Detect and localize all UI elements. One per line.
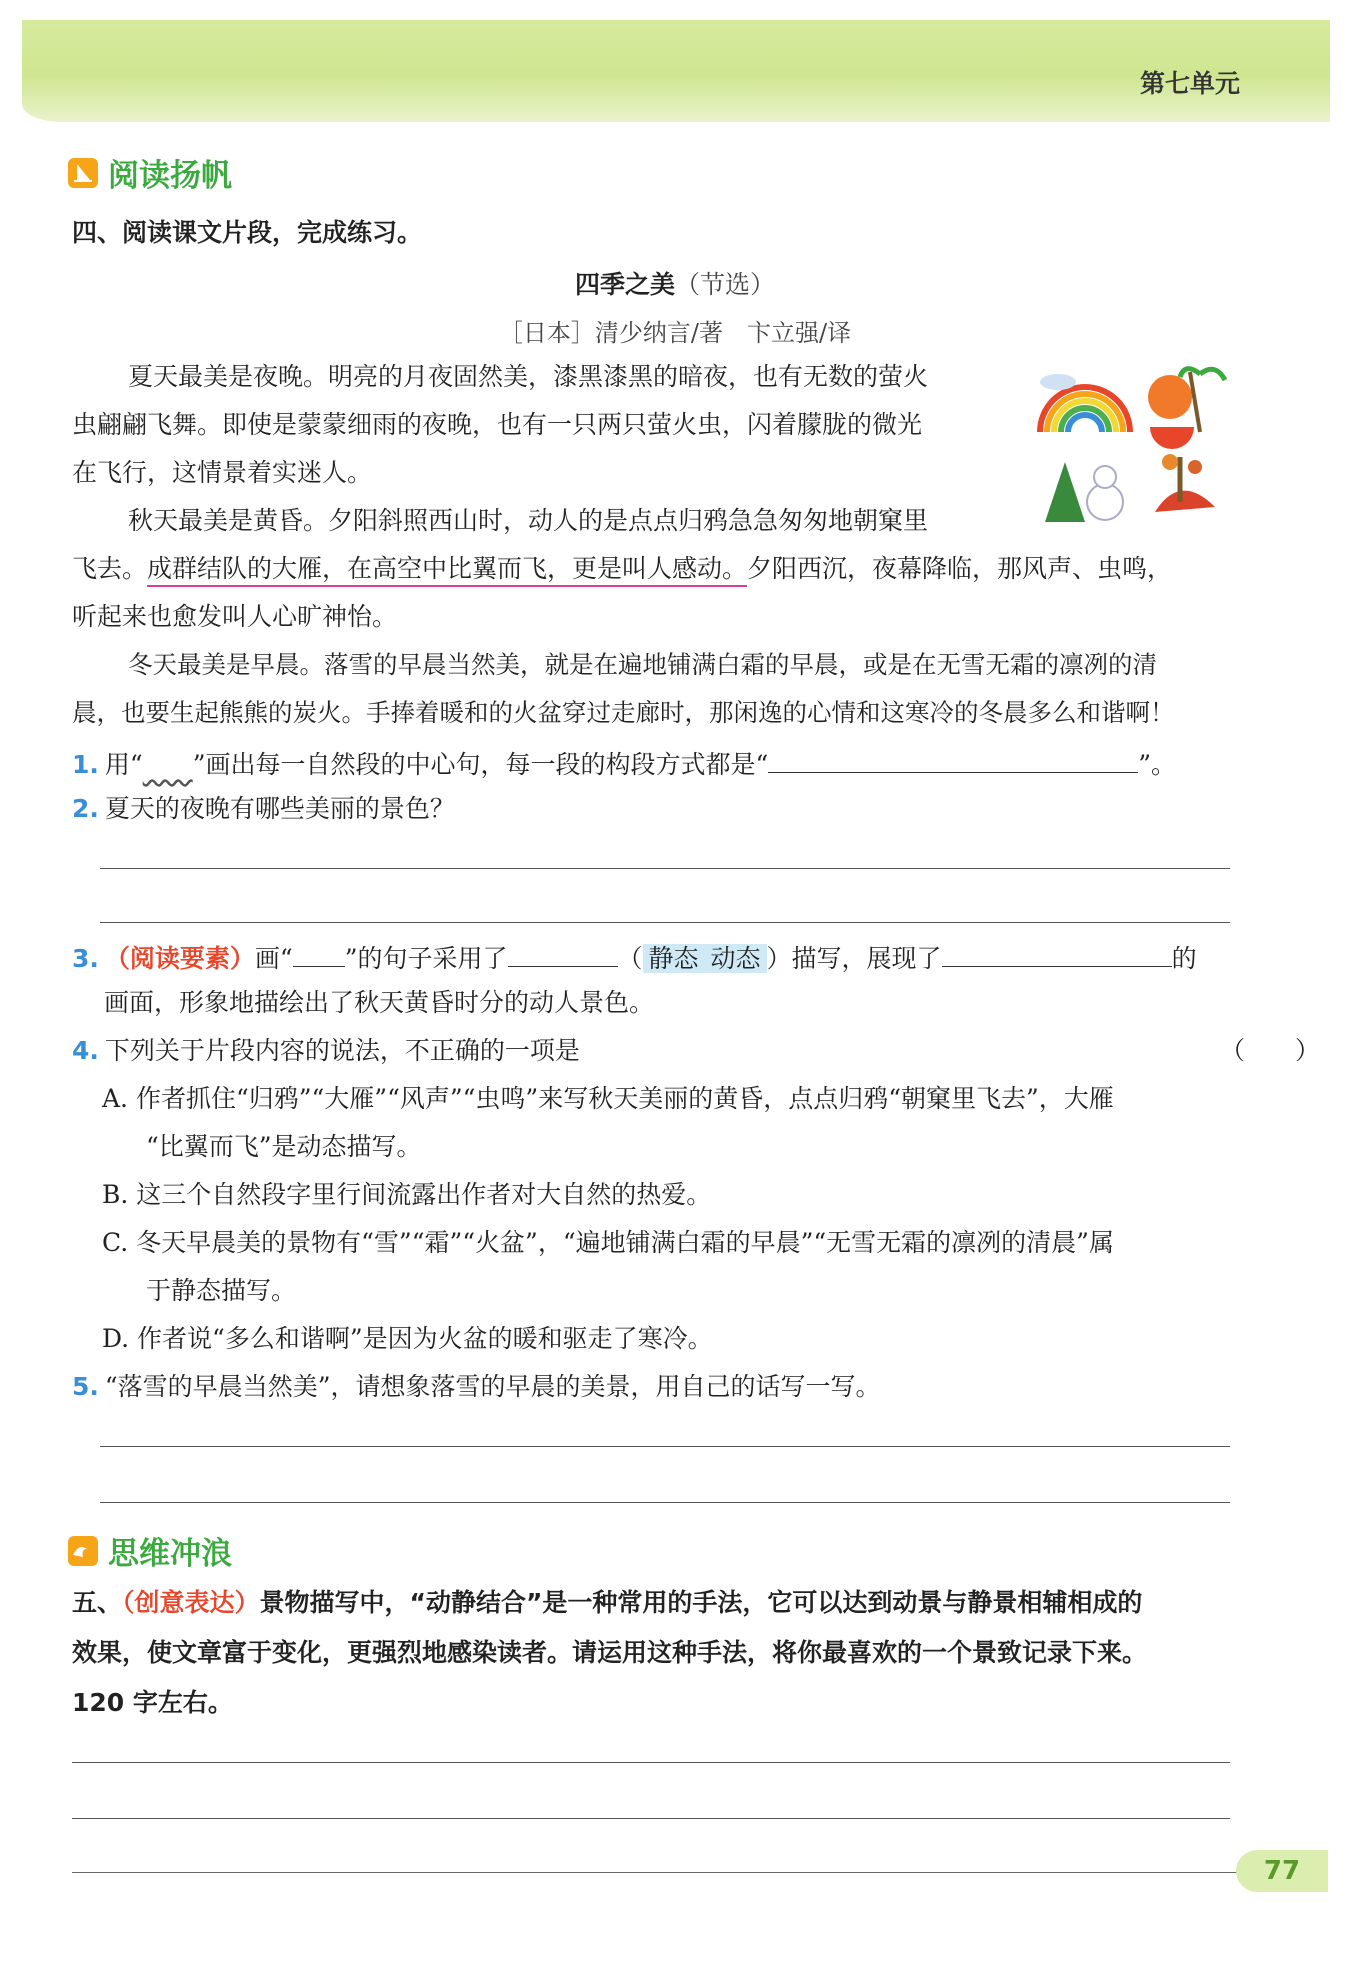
header-band: [22, 20, 1330, 122]
passage-p1-line3: 在飞行，这情景着实迷人。: [72, 458, 373, 487]
passage-p1-line2: 虫翩翩飞舞。即使是蒙蒙细雨的夜晚，也有一只两只萤火虫，闪着朦胧的微光: [72, 410, 923, 439]
q5-answer-line-1[interactable]: [100, 1446, 1230, 1447]
autumn-leaves-icon: [1155, 454, 1215, 512]
option-dynamic[interactable]: 动态: [705, 944, 767, 973]
q5-answer-line-2[interactable]: [100, 1502, 1230, 1503]
writing-line-2[interactable]: [72, 1818, 1230, 1819]
question-1: 1. 用“ ”画出每一自然段的中心句，每一段的构段方式都是“ ”。: [72, 746, 1320, 780]
question-2: 2. 夏天的夜晚有哪些美丽的景色？: [72, 794, 455, 823]
seasons-illustration: [1030, 362, 1230, 530]
q2-answer-line-2[interactable]: [100, 922, 1230, 923]
sail-icon: [68, 158, 98, 188]
passage-p3-line1: 冬天最美是早晨。落雪的早晨当然美，就是在遍地铺满白霜的早晨，或是在无雪无霜的凛冽的清: [128, 650, 1157, 679]
passage-p2-line3: 听起来也愈发叫人心旷神怡。: [72, 602, 398, 631]
question-3: 3. （阅读要素）画“ ”的句子采用了 （ 静态 动态 ）描写，展现了 的: [72, 940, 1320, 974]
question-4: 4. 下列关于片段内容的说法，不正确的一项是 （ ）: [72, 1036, 1320, 1065]
q4-answer-paren[interactable]: （ ）: [1219, 1036, 1320, 1065]
section-title-thinking: 思维冲浪: [68, 1528, 232, 1573]
option-static[interactable]: 静态: [643, 944, 705, 973]
q2-answer-line-1[interactable]: [100, 868, 1230, 869]
passage-p2-line1: 秋天最美是黄昏。夕阳斜照西山时，动人的是点点归鸦急急匆匆地朝窠里: [128, 506, 929, 535]
underlined-sentence: 成群结队的大雁，在高空中比翼而飞，更是叫人感动。: [147, 554, 747, 587]
exercise-five-line3: 120 字左右。: [72, 1688, 233, 1717]
page-number: 77: [1236, 1850, 1328, 1892]
option-a-line2: “比翼而飞”是动态描写。: [146, 1132, 422, 1161]
q1-answer-blank[interactable]: [768, 746, 1138, 773]
wavy-line-sample: [143, 750, 193, 779]
section-title-reading: 阅读扬帆: [68, 150, 232, 195]
unit-label: 第七单元: [1139, 69, 1240, 98]
writing-line-1[interactable]: [72, 1762, 1230, 1763]
snow-tree-icon: [1045, 462, 1123, 522]
rainbow-icon: [1040, 374, 1130, 432]
passage-p3-line2: 晨，也要生起熊熊的炭火。手捧着暖和的火盆穿过走廊时，那闲逸的心情和这寒冷的冬晨多么和谐啊！: [72, 698, 1175, 727]
passage-p1-line1: 夏天最美是夜晚。明亮的月夜固然美，漆黑漆黑的暗夜，也有无数的萤火: [128, 362, 929, 391]
option-c-line1: C. 冬天早晨美的景物有“雪”“霜”“火盆”，“遍地铺满白霜的早晨”“无雪无霜的凛冽的清晨”属: [102, 1228, 1114, 1257]
option-a-line1: A. 作者抓住“归鸦”“大雁”“风声”“虫鸣”来写秋天美丽的黄昏，点点归鸦“朝窠里飞去”，大雁: [102, 1084, 1114, 1113]
question-5: 5. “落雪的早晨当然美”，请想象落雪的早晨的美景，用自己的话写一写。: [72, 1372, 881, 1401]
exercise-five-line1: 五、（创意表达）景物描写中，“动静结合”是一种常用的手法，它可以达到动景与静景相辅相成的: [72, 1588, 1143, 1617]
writing-line-3[interactable]: [72, 1872, 1252, 1873]
passage-p2-line2: 飞去。成群结队的大雁，在高空中比翼而飞，更是叫人感动。夕阳西沉，夜幕降临，那风声、虫鸣，: [72, 554, 1320, 584]
option-c-line2: 于静态描写。: [146, 1276, 297, 1305]
passage-author: ［日本］清少纳言/著 卞立强/译: [498, 319, 852, 347]
summer-fruit-icon: [1148, 369, 1225, 449]
q3-choice-blank[interactable]: [508, 940, 618, 967]
exercise-five-line2: 效果，使文章富于变化，更强烈地感染读者。请运用这种手法，将你最喜欢的一个景致记录下来。: [72, 1638, 1148, 1667]
q3-scene-blank[interactable]: [942, 940, 1172, 967]
option-b: B. 这三个自然段字里行间流露出作者对大自然的热爱。: [102, 1180, 712, 1209]
option-d: D. 作者说“多么和谐啊”是因为火盆的暖和驱走了寒冷。: [102, 1324, 713, 1353]
wave-icon: [68, 1536, 98, 1566]
passage-title: 四季之美（节选）: [574, 270, 776, 299]
question-3-line2: 画面，形象地描绘出了秋天黄昏时分的动人景色。: [104, 988, 655, 1017]
q3-line-type-blank[interactable]: [293, 940, 345, 967]
exercise-four-heading: 四、阅读课文片段，完成练习。: [72, 218, 423, 247]
